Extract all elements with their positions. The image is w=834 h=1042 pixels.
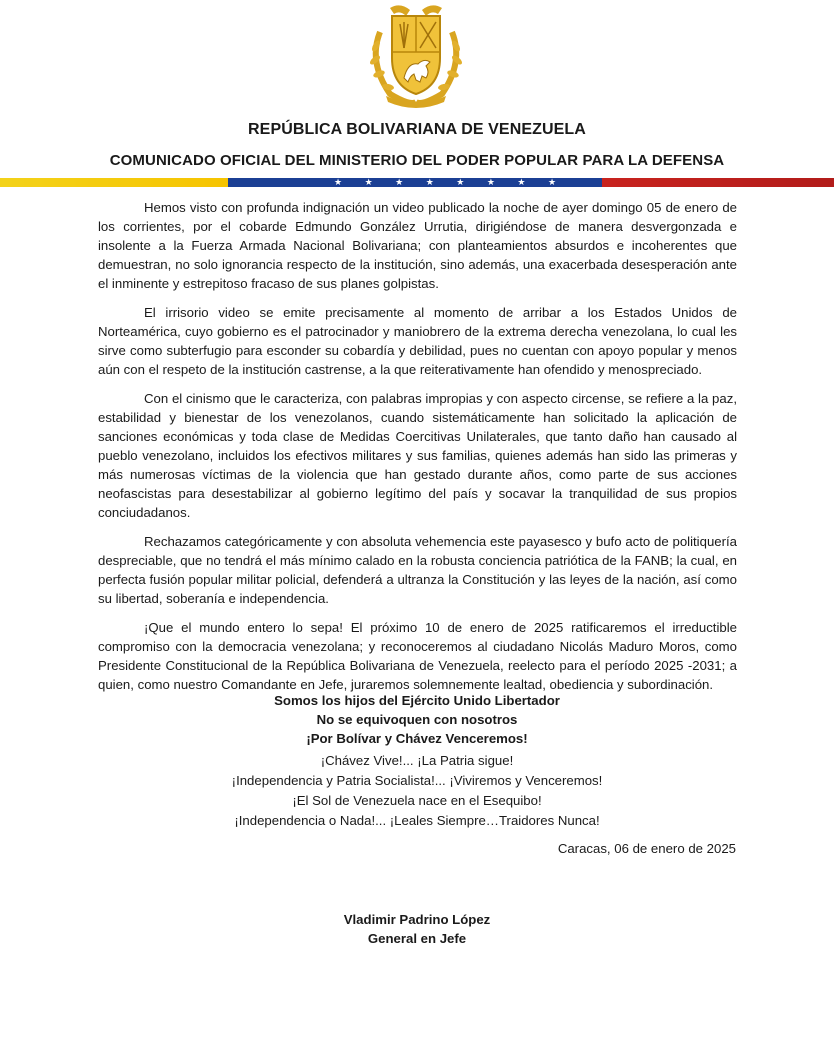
signatory-name: Vladimir Padrino López	[343, 912, 491, 927]
document-subtitle: COMUNICADO OFICIAL DEL MINISTERIO DEL PODER POPULAR PARA LA DEFENSA	[109, 152, 725, 169]
flag-blue-stripe	[228, 178, 602, 187]
coat-of-arms-icon	[360, 2, 472, 110]
closing-motto	[0, 691, 834, 748]
paragraph: Con el cinismo que le caracteriza, con palabras impropias y con aspecto circense, se refiere a la paz, estabilidad y bienestar de los venezolanos, cuando sistemáticamente han solicitado la aplicación de sanciones económicas y toda clase de Medidas Coercitivas Unilaterales, que tanto daño han causado al pueblo venezolano, incluidos los efectivos militares y sus familias, quienes además han sido las primeras y más numerosas víctimas de la violencia que han gestado durante años, como parte de sus acciones neofascistas para desestabilizar al gobierno legítimo del país y socavar la tranquilidad de sus propios conciudadanos.	[98, 391, 737, 520]
flag-band	[0, 178, 834, 187]
document-title: REPÚBLICA BOLIVARIANA DE VENEZUELA	[248, 121, 586, 138]
motto-line: ¡Por Bolívar y Chávez Venceremos!	[306, 731, 528, 746]
slogans	[0, 751, 834, 831]
slogan-line: ¡Chávez Vive!... ¡La Patria sigue!	[320, 753, 514, 768]
signatory-rank: General en Jefe	[367, 931, 467, 946]
slogan-line: ¡El Sol de Venezuela nace en el Esequibo!	[292, 793, 542, 808]
slogan-line: ¡Independencia y Patria Socialista!... ¡Viviremos y Venceremos!	[231, 773, 603, 788]
flag-red-stripe	[602, 178, 834, 187]
motto-line: Somos los hijos del Ejército Unido Libertador	[274, 693, 560, 708]
slogan-line: ¡Independencia o Nada!... ¡Leales Siempre…Traidores Nunca!	[234, 813, 600, 828]
paragraph: Rechazamos categóricamente y con absoluta vehemencia este payasesco y bufo acto de politiquería despreciable, que no tendrá el más mínimo calado en la robusta conciencia patriótica de la FANB; la cual, en perfecta fusión popular militar policial, defenderá a ultranza la Constitución y las leyes de la nación, así como su libertad, soberanía e independencia.	[98, 534, 737, 606]
paragraph: Hemos visto con profunda indignación un video publicado la noche de ayer domingo 05 de enero de los corrientes, por el cobarde Edmundo González Urrutia, dirigiéndose de manera desvergonzada e insolente a la Fuerza Armada Nacional Bolivariana; con planteamientos absurdos e incoherentes que demuestran, no solo ignorancia respecto de la institución, sino además, una exacerbada desesperación ante el inminente y estrepitoso fracaso de sus planes golpistas.	[98, 200, 737, 291]
flag-stars: ★ ★ ★ ★ ★ ★ ★ ★	[334, 177, 567, 187]
paragraph: El irrisorio video se emite precisamente al momento de arribar a los Estados Unidos de Norteamérica, cuyo gobierno es el patrocinador y maniobrero de la extrema derecha venezolana, lo cual les sirve como subterfugio para esconder su cobardía y debilidad, pues no cuentan con apoyo popular y menos aún con el respeto de la institución castrense, a la que reiterativamente han ofendido y menospreciado.	[98, 305, 737, 377]
communique-body	[98, 198, 737, 704]
place-date: Caracas, 06 de enero de 2025	[557, 841, 736, 856]
paragraph: ¡Que el mundo entero lo sepa! El próximo 10 de enero de 2025 ratificaremos el irreductible compromiso con la democracia venezolana; y reconoceremos al ciudadano Nicolás Maduro Moros, como Presidente Constitucional de la República Bolivariana de Venezuela, reelecto para el período 2025 -2031; a quien, como nuestro Comandante en Jefe, juraremos solemnemente lealtad, obediencia y subordinación.	[98, 620, 737, 692]
motto-line: No se equivoquen con nosotros	[316, 712, 518, 727]
signature-block	[0, 910, 834, 948]
flag-yellow-stripe	[0, 178, 228, 187]
